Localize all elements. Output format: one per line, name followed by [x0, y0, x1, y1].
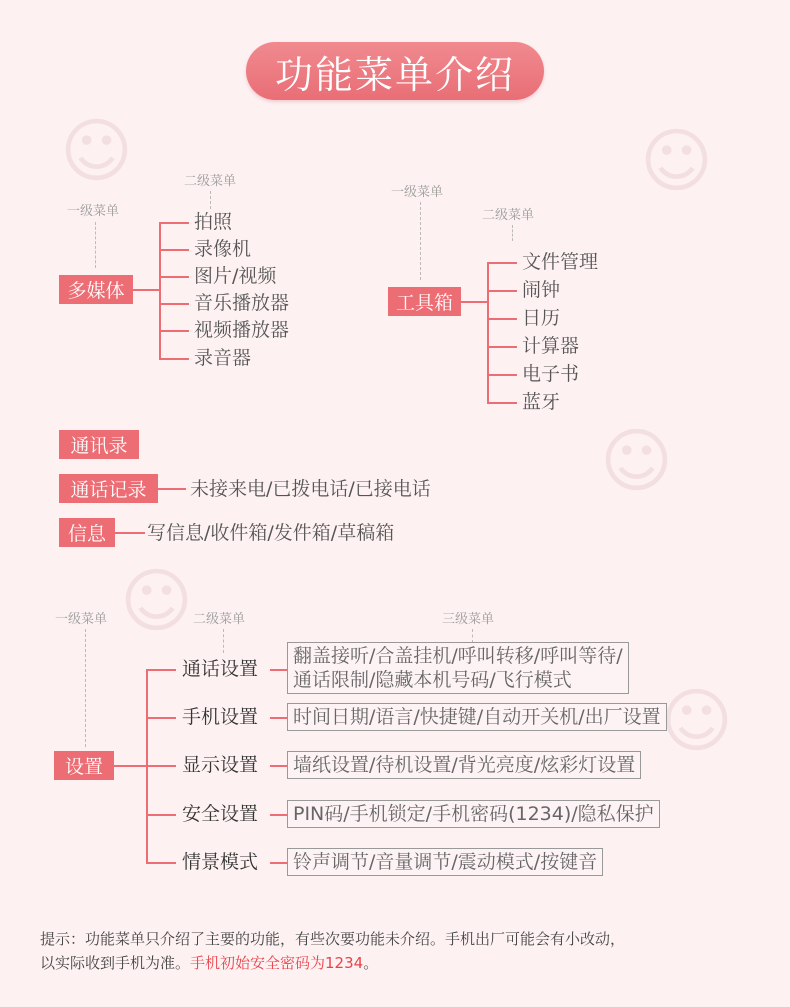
submenu-item: 录像机 [194, 238, 252, 260]
branch-line [487, 374, 517, 376]
background-cat-pattern: ☺ [60, 110, 133, 192]
branch-line [270, 814, 287, 816]
submenu-item: 闹钟 [522, 279, 561, 301]
settings-option-line: PIN码/手机锁定/手机密码(1234)/隐私保护 [293, 803, 654, 825]
level-connector [95, 222, 96, 268]
settings-option-line: 通话限制/隐藏本机号码/飞行模式 [293, 669, 572, 691]
branch-line [270, 765, 287, 767]
branch-line [487, 346, 517, 348]
submenu-item: 视频播放器 [194, 319, 290, 341]
settings-option-line: 翻盖接听/合盖挂机/呼叫转移/呼叫等待/ [293, 645, 623, 667]
branch-line [158, 488, 186, 490]
settings-option-line: 铃声调节/音量调节/震动模式/按键音 [293, 851, 598, 873]
menu-tag-settings: 设置 [54, 751, 114, 780]
menu-tag-messages: 信息 [59, 518, 115, 547]
submenu-item: 图片/视频 [194, 265, 277, 287]
settings-submenu: 通话设置 [182, 658, 259, 680]
branch-line [487, 262, 517, 264]
branch-line [146, 765, 176, 767]
branch-line [487, 402, 517, 404]
branch-line [133, 289, 159, 291]
settings-submenu: 安全设置 [182, 803, 259, 825]
level3-label: 三级菜单 [442, 612, 495, 627]
level-connector [512, 225, 513, 241]
background-cat-pattern: ☺ [120, 560, 193, 642]
menu-tag-toolbox: 工具箱 [388, 287, 461, 316]
level-connector [420, 202, 421, 280]
branch-line [146, 669, 176, 671]
level1-label: 一级菜单 [67, 204, 120, 219]
branch-line [159, 249, 189, 251]
level-connector [223, 629, 224, 653]
branch-line [115, 532, 145, 534]
branch-line [270, 862, 287, 864]
branch-line [159, 276, 189, 278]
settings-submenu: 显示设置 [182, 754, 259, 776]
settings-options-box [287, 848, 603, 876]
submenu-item: 电子书 [522, 363, 580, 385]
note-suffix: 。 [363, 954, 379, 972]
note-line-1: 提示：功能菜单只介绍了主要的功能，有些次要功能未介绍。手机出厂可能会有小改动， [40, 930, 626, 948]
branch-line [461, 301, 487, 303]
branch-line [487, 262, 489, 404]
submenu-item: 录音器 [194, 347, 252, 369]
menu-tag-contacts: 通讯录 [59, 430, 139, 459]
note-line-2 [40, 951, 378, 975]
settings-option-line: 时间日期/语言/快捷键/自动开关机/出厂设置 [293, 706, 661, 728]
branch-line [270, 717, 287, 719]
note-password-highlight: 手机初始安全密码为1234 [190, 954, 364, 972]
level-connector [472, 629, 473, 643]
background-cat-pattern: ☺ [660, 680, 733, 762]
call-log-items: 未接来电/已拨电话/已接电话 [190, 478, 431, 500]
branch-line [487, 290, 517, 292]
submenu-item: 文件管理 [522, 251, 599, 273]
submenu-item: 计算器 [522, 335, 580, 357]
settings-submenu: 手机设置 [182, 706, 259, 728]
settings-options-box [287, 642, 629, 694]
branch-line [159, 303, 189, 305]
level1-label: 一级菜单 [55, 612, 108, 627]
branch-line [146, 862, 176, 864]
settings-options-box [287, 751, 641, 779]
menu-tag-call-log: 通话记录 [59, 474, 158, 503]
branch-line [146, 814, 176, 816]
background-cat-pattern: ☺ [640, 120, 713, 202]
level-connector [85, 629, 86, 747]
branch-line [270, 669, 287, 671]
note-prefix: 以实际收到手机为准。 [40, 954, 191, 972]
settings-options-box [287, 703, 667, 731]
branch-line [114, 765, 146, 767]
submenu-item: 蓝牙 [522, 391, 561, 413]
settings-submenu: 情景模式 [182, 851, 259, 873]
submenu-item: 日历 [522, 307, 561, 329]
level2-label: 二级菜单 [184, 174, 237, 189]
level-connector [210, 191, 211, 209]
level2-label: 二级菜单 [482, 208, 535, 223]
level2-label: 二级菜单 [193, 612, 246, 627]
level1-label: 一级菜单 [391, 185, 444, 200]
settings-options-box [287, 800, 660, 828]
messages-items: 写信息/收件箱/发件箱/草稿箱 [147, 522, 395, 544]
settings-option-line: 墙纸设置/待机设置/背光亮度/炫彩灯设置 [293, 754, 636, 776]
menu-tag-multimedia: 多媒体 [59, 275, 133, 304]
submenu-item: 音乐播放器 [194, 292, 290, 314]
branch-line [159, 222, 189, 224]
branch-line [159, 222, 161, 360]
background-cat-pattern: ☺ [600, 420, 673, 502]
branch-line [159, 330, 189, 332]
branch-line [146, 717, 176, 719]
branch-line [159, 358, 189, 360]
submenu-item: 拍照 [194, 211, 233, 233]
branch-line [487, 318, 517, 320]
page-title: 功能菜单介绍 [246, 42, 544, 100]
